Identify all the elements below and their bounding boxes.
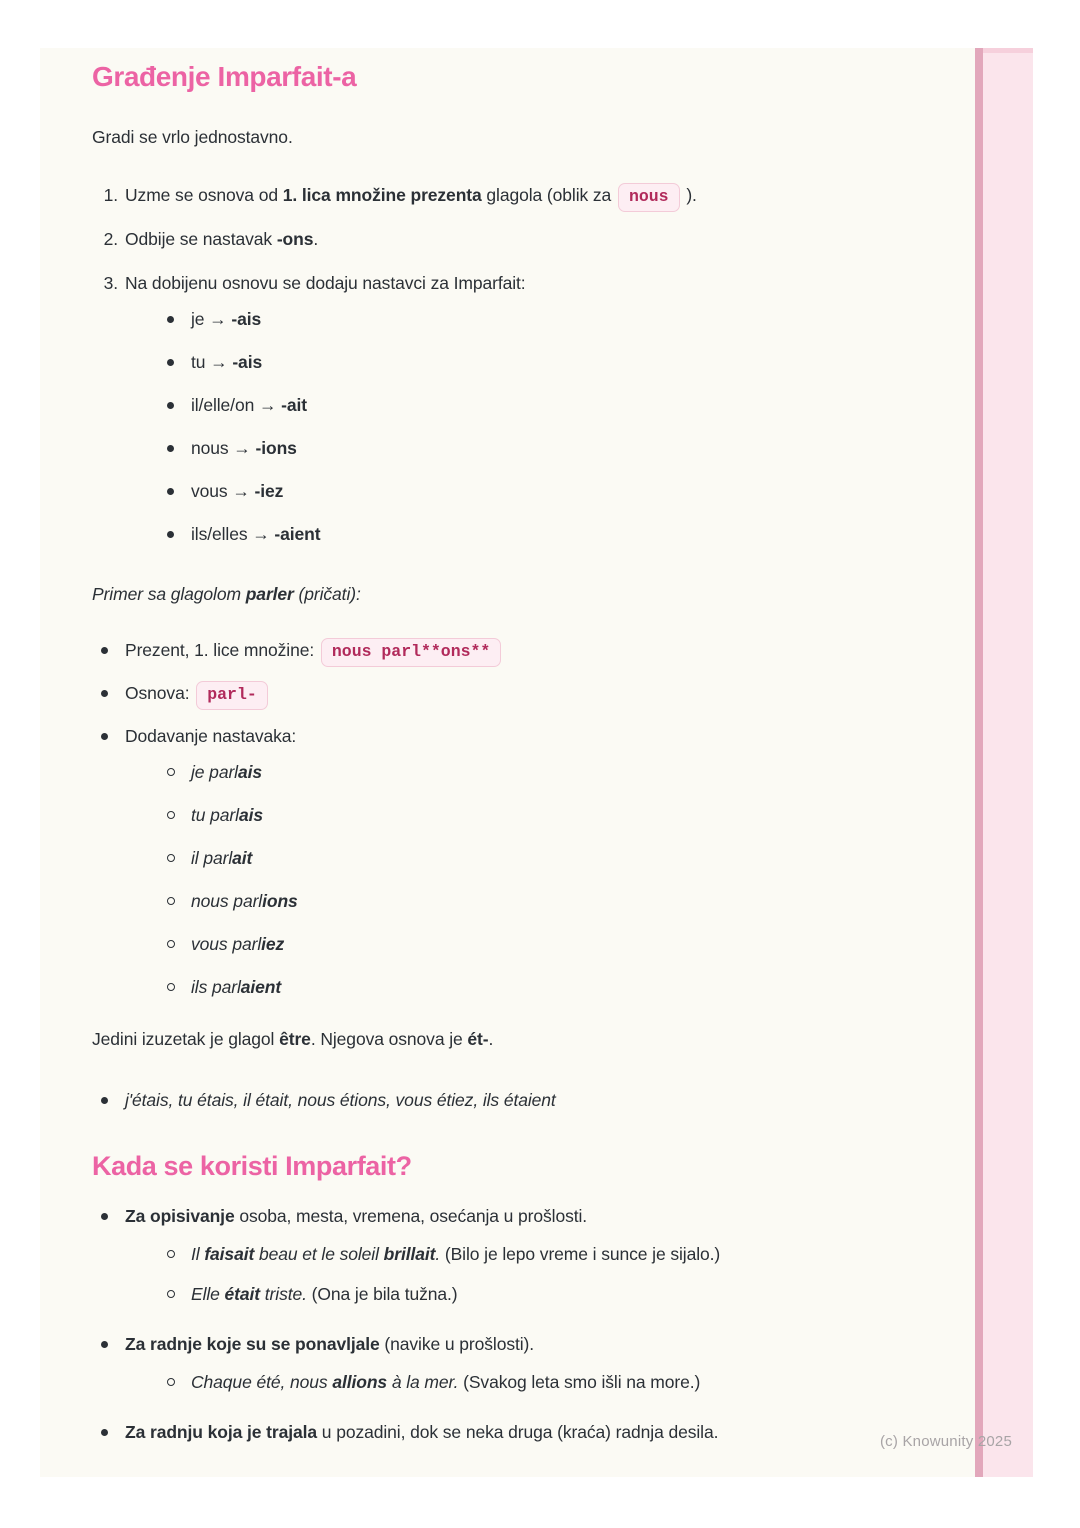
text-run: Za radnje koje su se ponavljale <box>125 1334 380 1354</box>
text-run: ils parl <box>191 977 241 997</box>
sub-list <box>158 1365 935 1399</box>
bullet-list <box>92 1083 935 1117</box>
text-run: tu → <box>191 352 233 372</box>
list-item <box>158 927 935 961</box>
text-run: -aient <box>274 524 321 544</box>
text-run: nous → <box>191 438 256 458</box>
inline-code: parl- <box>196 681 268 710</box>
text-run: . <box>435 1244 441 1264</box>
text-run: vous → <box>191 481 255 501</box>
pink-margin-line <box>975 48 983 1477</box>
text-run: triste. <box>260 1284 307 1304</box>
list-item <box>158 884 935 918</box>
sub-list <box>158 302 935 551</box>
list-item <box>92 1199 935 1311</box>
note-page <box>40 48 1033 1477</box>
pink-margin-fill <box>983 48 1033 1477</box>
text-run: Dodavanje nastavaka: <box>125 726 297 746</box>
text-run: Jedini izuzetak je glagol <box>92 1029 280 1049</box>
text-run: (pričati): <box>293 584 361 604</box>
text-run: allions <box>332 1372 388 1392</box>
text-run: je parl <box>191 762 238 782</box>
list-item <box>92 1415 935 1449</box>
text-run: il parl <box>191 848 233 868</box>
text-run: Primer sa glagolom <box>92 584 246 604</box>
text-run: (Ona je bila tužna.) <box>306 1284 458 1304</box>
text-run: Na dobijenu osnovu se dodaju nastavci za Imparfait: <box>125 273 526 293</box>
list-item <box>92 178 935 212</box>
text-run: être <box>279 1029 311 1049</box>
list-item <box>92 676 935 710</box>
text-run: ). <box>681 185 697 205</box>
text-run: Prezent, 1. lice množine: <box>125 640 319 660</box>
list-item <box>158 345 935 379</box>
text-run: Građenje Imparfait-a <box>92 61 357 92</box>
sub-list <box>158 755 935 1004</box>
text-run: Chaque été, nous <box>191 1372 333 1392</box>
text-run: Za radnju koja je trajala <box>125 1422 318 1442</box>
list-item <box>92 633 935 667</box>
text-run: ait <box>232 848 253 868</box>
inline-code: nous parl**ons** <box>321 638 501 667</box>
text-run: Il <box>191 1244 205 1264</box>
bullet-list <box>92 1199 935 1449</box>
text-run: Kada se koristi Imparfait? <box>92 1151 412 1181</box>
text-run: -ais <box>231 309 262 329</box>
text-run: ét- <box>467 1029 489 1049</box>
inline-code: nous <box>618 183 680 212</box>
paragraph <box>92 1022 935 1056</box>
text-run: Elle <box>191 1284 225 1304</box>
text-run: (Bilo je lepo vreme i sunce je sijalo.) <box>440 1244 721 1264</box>
list-item <box>158 798 935 832</box>
text-run: à la mer. <box>387 1372 459 1392</box>
text-run: aient <box>240 977 282 997</box>
text-run: . <box>488 1029 494 1049</box>
ordered-list <box>92 178 935 551</box>
text-run: beau et le soleil <box>254 1244 384 1264</box>
text-run: parler <box>245 584 294 604</box>
sub-list <box>158 1237 935 1311</box>
text-run: ais <box>237 762 262 782</box>
text-run: -iez <box>254 481 284 501</box>
text-run: faisait <box>204 1244 255 1264</box>
section-heading <box>92 60 935 94</box>
text-run: ions <box>262 891 298 911</box>
text-run: Za opisivanje <box>125 1206 235 1226</box>
text-run: Osnova: <box>125 683 195 703</box>
list-item <box>158 841 935 875</box>
text-run: . <box>313 229 319 249</box>
list-item <box>158 517 935 551</box>
text-run: . Njegova osnova je <box>310 1029 468 1049</box>
text-run: -ais <box>232 352 263 372</box>
list-item <box>158 431 935 465</box>
list-item <box>92 719 935 1004</box>
text-run: j'étais, tu étais, il était, nous étions, vous étiez, ils étaient <box>125 1090 556 1110</box>
list-item <box>158 970 935 1004</box>
list-item <box>158 755 935 789</box>
text-run: Odbije se nastavak <box>125 229 277 249</box>
text-run: ils/elles → <box>191 524 275 544</box>
text-run: (navike u prošlosti). <box>379 1334 535 1354</box>
paragraph <box>92 577 935 611</box>
text-run: -ions <box>255 438 297 458</box>
list-item <box>92 222 935 256</box>
text-run: je → <box>191 309 232 329</box>
paragraph <box>92 120 935 154</box>
copyright-watermark: (c) Knowunity 2025 <box>879 1433 1012 1450</box>
list-item <box>158 302 935 336</box>
text-run: 1. lica množine prezenta <box>282 185 482 205</box>
list-item <box>92 1327 935 1399</box>
list-item <box>92 266 935 551</box>
text-run: ais <box>238 805 263 825</box>
text-run: nous parl <box>191 891 263 911</box>
list-item <box>158 1365 935 1399</box>
text-run: vous parl <box>191 934 262 954</box>
section-heading <box>92 1149 935 1183</box>
list-item <box>158 388 935 422</box>
text-run: glagola (oblik za <box>481 185 616 205</box>
text-run: -ait <box>281 395 307 415</box>
text-run: Uzme se osnova od <box>125 185 283 205</box>
text-run: u pozadini, dok se neka druga (kraća) radnja desila. <box>317 1422 719 1442</box>
text-run: iez <box>261 934 285 954</box>
list-item <box>158 474 935 508</box>
decorative-pink-margin <box>975 48 1033 1477</box>
list-item <box>158 1237 935 1271</box>
list-item <box>92 1083 935 1117</box>
text-run: osoba, mesta, vremena, osećanja u prošlosti. <box>234 1206 588 1226</box>
text-run: Gradi se vrlo jednostavno. <box>92 127 293 147</box>
document-content <box>92 54 935 1449</box>
text-run: -ons <box>276 229 314 249</box>
bullet-list <box>92 633 935 1004</box>
text-run: (Svakog leta smo išli na more.) <box>458 1372 701 1392</box>
text-run: il/elle/on → <box>191 395 282 415</box>
text-run: tu parl <box>191 805 239 825</box>
text-run: était <box>224 1284 261 1304</box>
list-item <box>158 1277 935 1311</box>
text-run: brillait <box>383 1244 436 1264</box>
